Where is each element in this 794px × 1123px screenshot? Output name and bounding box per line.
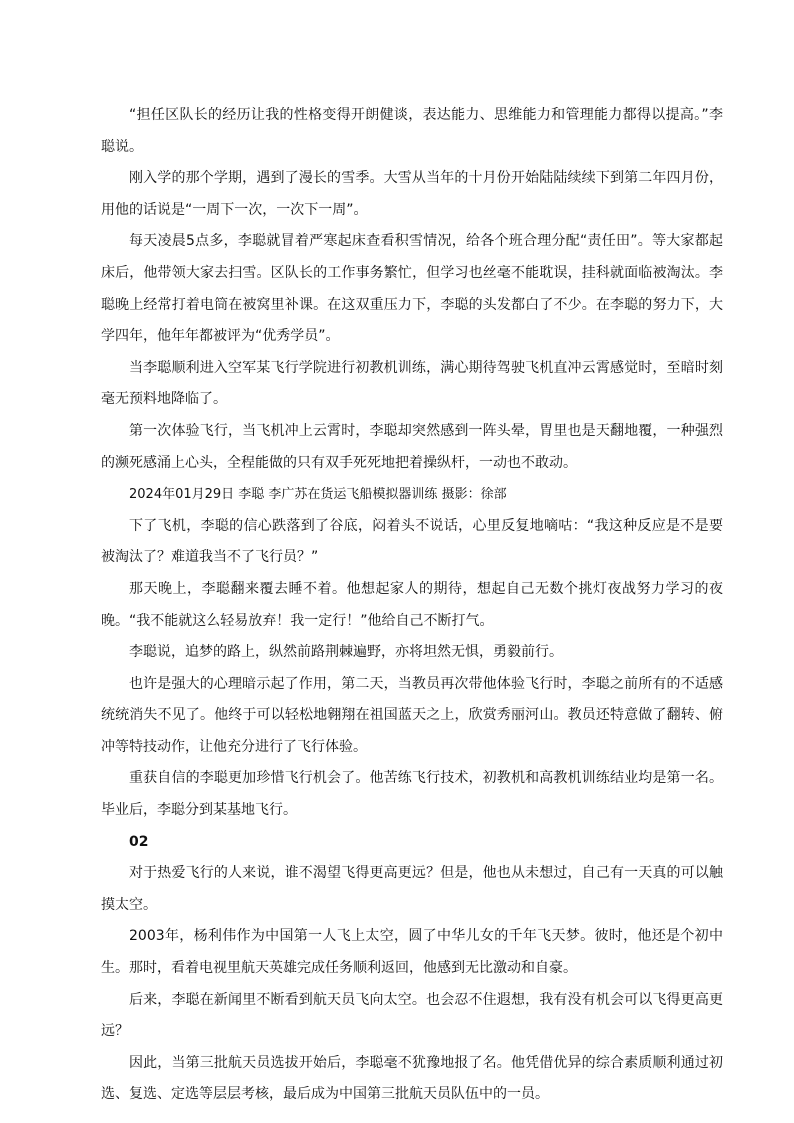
paragraph: 每天凌晨5点多，李聪就冒着严寒起床查看积雪情况，给各个班合理分配“责任田”。等大家都起床后，他带领大家去扫雪。区队长的工作事务繁忙，但学习也丝毫不能耽误，挂科就面临被淘汰。李聪晚上经常打着电筒在被窝里补课。在这双重压力下，李聪的头发都白了不少。在李聪的努力下，大学四年，他年年都被评为“优秀学员”。 — [101, 233, 723, 345]
photo-caption: 2024年01月29日 李聪 李广苏在货运飞船模拟器训练 摄影：徐部 — [129, 487, 507, 503]
paragraph: 下了飞机，李聪的信心跌落到了谷底，闷着头不说话，心里反复地嘀咕：“我这种反应是不是要被淘汰了？难道我当不了飞行员？” — [101, 517, 723, 566]
paragraph: 对于热爱飞行的人来说，谁不渴望飞得更高更远？但是，他也从未想过，自己有一天真的可以触摸太空。 — [101, 865, 723, 913]
paragraph: 那天晚上，李聪翻来覆去睡不着。他想起家人的期待，想起自己无数个挑灯夜战努力学习的夜晚。“我不能就这么轻易放弃！我一定行！”他给自己不断打气。 — [101, 580, 723, 629]
article-body — [101, 100, 723, 1111]
paragraph: 当李聪顺利进入空军某飞行学院进行初教机训练，满心期待驾驶飞机直冲云霄感觉时，至暗时刻毫无预料地降临了。 — [101, 359, 723, 408]
paragraph: 李聪说，追梦的路上，纵然前路荆棘遍野，亦将坦然无惧，勇毅前行。 — [129, 644, 563, 661]
section-number: 02 — [129, 833, 149, 850]
paragraph: 刚入学的那个学期，遇到了漫长的雪季。大雪从当年的十月份开始陆陆续续下到第二年四月份，用他的话说是“一周下一次，一次下一周”。 — [101, 170, 723, 218]
paragraph: “担任区队长的经历让我的性格变得开朗健谈，表达能力、思维能力和管理能力都得以提高。”李聪说。 — [101, 107, 723, 155]
paragraph: 也许是强大的心理暗示起了作用，第二天，当教员再次带他体验飞行时，李聪之前所有的不适感统统消失不见了。他终于可以轻松地翱翔在祖国蓝天之上，欣赏秀丽河山。教员还特意做了翻转、俯冲等特技动作，让他充分进行了飞行体验。 — [101, 675, 723, 755]
paragraph: 重获自信的李聪更加珍惜飞行机会了。他苦练飞行技术，初教机和高教机训练结业均是第一名。毕业后，李聪分到某基地飞行。 — [101, 770, 723, 819]
paragraph: 2003年，杨利伟作为中国第一人飞上太空，圆了中华儿女的千年飞天梦。彼时，他还是个初中生。那时，看着电视里航天英雄完成任务顺利返回，他感到无比激动和自豪。 — [101, 928, 723, 977]
paragraph: 因此，当第三批航天员选拔开始后，李聪毫不犹豫地报了名。他凭借优异的综合素质顺利通过初选、复选、定选等层层考核，最后成为中国第三批航天员队伍中的一员。 — [101, 1054, 723, 1103]
paragraph: 后来，李聪在新闻里不断看到航天员飞向太空。也会忍不住遐想，我有没有机会可以飞得更高更远？ — [101, 991, 723, 1040]
paragraph: 第一次体验飞行，当飞机冲上云霄时，李聪却突然感到一阵头晕，胃里也是天翻地覆，一种强烈的濒死感涌上心头，全程能做的只有双手死死地把着操纵杆，一动也不敢动。 — [101, 422, 723, 471]
